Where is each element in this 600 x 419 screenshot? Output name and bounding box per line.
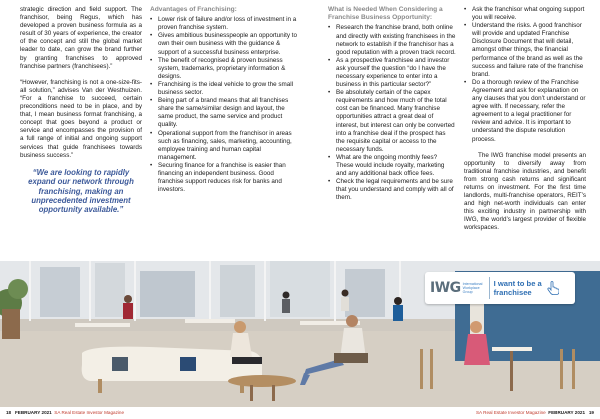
- list-item: • Research the franchise brand, both online and directly with existing franchisees in the network to establish if the franchisor has a good reputation with a proven track record.: [328, 24, 456, 56]
- magazine-name: SA Real Estate Investor Magazine: [54, 410, 125, 415]
- list-item: • Operational support from the franchisor in areas such as financing, sales, marketing, accounting, employee training and human capital management.: [150, 130, 298, 162]
- list-item: • The benefit of recognised & proven business system, trademarks, proprietary information & designs.: [150, 57, 298, 81]
- column-2: [150, 6, 298, 194]
- list-item: • What are the ongoing monthly fees? These would include royalty, marketing and any additional back office fees.: [328, 154, 456, 178]
- pull-quote: “We are looking to rapidly expand our network through franchising, making an unprecedented investment opportunity available.”: [28, 167, 134, 215]
- iwg-logo-subtitle: International Workplace Group: [462, 282, 483, 294]
- advantages-list: [150, 16, 298, 194]
- footer-right: [476, 408, 594, 418]
- list-item: • Check the legal requirements and be sure that you understand and comply with all of them.: [328, 178, 456, 202]
- list-item: • Securing finance for a franchise is easier than financing an independent business. Good franchise support reduces risk for banks and investors.: [150, 162, 298, 194]
- list-item: • Being part of a brand means that all franchises share the same/similar design and layout, the same product, the same service and product quality.: [150, 97, 298, 129]
- considerations-list-continued: [464, 6, 586, 144]
- card-divider: [489, 277, 490, 299]
- page-number: 18: [6, 410, 12, 415]
- list-item: • As a prospective franchisee and investor ask yourself the question “do I have the necessary experience to enter into a business in this particular sector?”: [328, 57, 456, 89]
- issue-date: FEBRUARY 2021: [14, 410, 52, 415]
- magazine-name: SA Real Estate Investor Magazine: [475, 410, 546, 415]
- page-number: 19: [588, 410, 594, 415]
- list-item: • Ask the franchisor what ongoing support you will receive.: [464, 6, 586, 22]
- body-paragraph: “However, franchising is not a one-size-fits-all solution,” advises Van der Westhuizen. “For a franchise to succeed, certain preconditions need to be in place, and by that, I mean business format franchising, a concept that goes beyond a product or service and encompasses the provision of a full range of initial and ongoing support services that guide franchisees towards business success.”: [20, 78, 142, 159]
- list-item: • Lower risk of failure and/or loss of investment in a proven franchise system.: [150, 16, 298, 32]
- column-4: [464, 6, 586, 241]
- body-paragraph: strategic direction and field support. The franchisor, being Regus, which has developed a proven business formula as a result of 30 years of experience, the creator of the concept and still the global market leader to date, can grow the brand further by granting franchises to approved franchise partners (franchisees).”: [20, 6, 142, 70]
- list-item: • Franchising is the ideal vehicle to grow the small business sector.: [150, 81, 298, 97]
- section-heading: Advantages of Franchising:: [150, 6, 237, 13]
- section-heading: What is Needed When Considering a Franchise Business Opportunity:: [328, 6, 443, 22]
- iwg-logo: IWG: [430, 280, 461, 296]
- hand-pointer-icon: [547, 281, 559, 295]
- body-paragraph: The IWG franchise model presents an opportunity to diversify away from traditional franchise industries, and benefit from strong cash returns and significant returns on investment. For the first time landlords, multi-franchise operators, REIT’s and high net-worth individuals can enter this exciting industry in partnership with IWG, the world’s largest provider of flexible workspaces.: [464, 151, 586, 232]
- column-3: [328, 6, 456, 202]
- list-item: • Gives ambitious businesspeople an opportunity to own their own business with the guidance & support of a successful business enterprise.: [150, 32, 298, 56]
- footer-left: [6, 408, 124, 418]
- considerations-list: [328, 24, 456, 202]
- column-1: [20, 6, 142, 215]
- list-item: • Be absolutely certain of the capex requirements and how much of the total cost can be financed. Many franchise opportunities attract a great deal of interest, but interest can only be converted into a franchise deal if the prospect has the requisite capital or access to the necessary funds.: [328, 89, 456, 154]
- list-item: • Do a thorough review of the Franchise Agreement and ask for explanation on any clauses that you don’t understand or agree with. If necessary, refer the agreement to a legal practitioner for review and advice. It is important to understand the dispute resolution process.: [464, 79, 586, 144]
- list-item: • Understand the risks. A good franchisor will provide and updated Franchise Disclosure Document that will detail, amongst other things, the financial performance of the brand as well as the success and failure rate of the franchise brand.: [464, 22, 586, 79]
- iwg-franchisee-card[interactable]: [425, 272, 575, 304]
- issue-date: FEBRUARY 2021: [548, 410, 586, 415]
- franchisee-tagline[interactable]: I want to be a franchisee: [493, 279, 542, 297]
